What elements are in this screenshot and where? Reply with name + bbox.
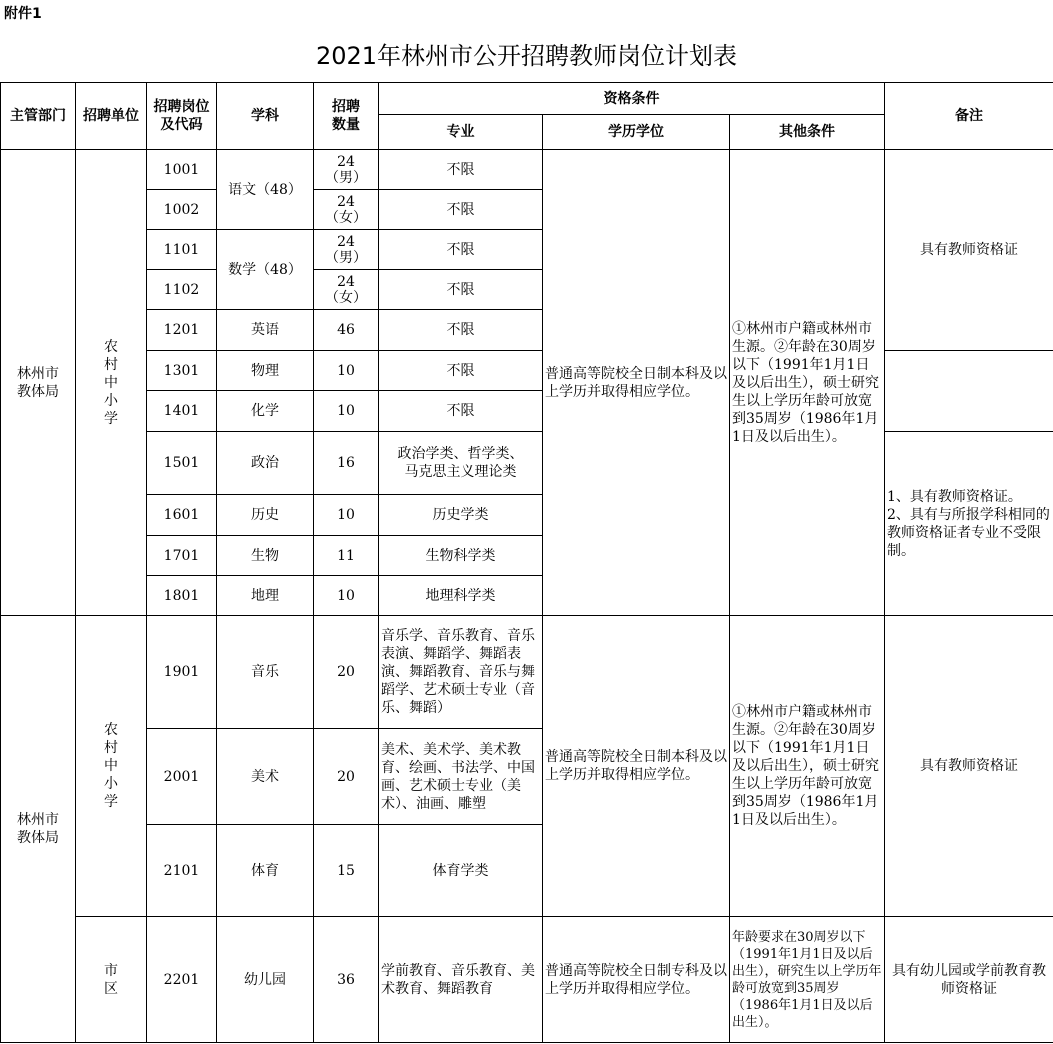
code-cell: 1001: [147, 150, 217, 190]
note-cell: 具有幼儿园或学前教育教师资格证: [885, 917, 1053, 1043]
major-cell: 不限: [379, 310, 543, 351]
code-cell: 1301: [147, 351, 217, 391]
major-cell: 学前教育、音乐教育、美术教育、舞蹈教育: [379, 917, 543, 1043]
other-conditions-cell: ①林州市户籍或林州市生源。②年龄在30周岁以下（1991年1月1日及以后出生），硕士研究生以上学历年龄可放宽到35周岁（1986年1月1日及以后出生）。: [730, 616, 885, 917]
page-title: 2021年林州市公开招聘教师岗位计划表: [315, 42, 738, 70]
note-cell: 具有教师资格证: [885, 616, 1053, 917]
table-row: [1, 432, 1053, 495]
header-row-1: [1, 83, 1053, 115]
table-row: [1, 917, 1053, 1043]
code-cell: 1801: [147, 576, 217, 616]
count-cell: 15: [314, 825, 379, 917]
count-cell: 10: [314, 391, 379, 432]
code-cell: 2101: [147, 825, 217, 917]
count-cell: 20: [314, 616, 379, 729]
other-conditions-cell: ①林州市户籍或林州市生源。②年龄在30周岁以下（1991年1月1日及以后出生），硕士研究生以上学历年龄可放宽到35周岁（1986年1月1日及以后出生）。: [730, 150, 885, 616]
note-cell-empty: [885, 351, 1053, 432]
subject-cell: 音乐: [217, 616, 314, 729]
unit-cell: 农 村 中 小 学: [76, 616, 147, 917]
code-cell: 1701: [147, 536, 217, 576]
other-conditions-cell: 年龄要求在30周岁以下（1991年1月1日及以后出生），研究生以上学历年龄可放宽到35周岁（1986年1月1日及以后出生）。: [730, 917, 885, 1043]
code-cell: 2001: [147, 729, 217, 825]
subject-cell: 美术: [217, 729, 314, 825]
subject-cell: 体育: [217, 825, 314, 917]
count-cell: 24 （男）: [314, 150, 379, 190]
count-cell: 46: [314, 310, 379, 351]
code-cell: 1501: [147, 432, 217, 495]
code-cell: 1002: [147, 190, 217, 230]
subject-cell: 幼儿园: [217, 917, 314, 1043]
subject-cell: 语文（48）: [217, 150, 314, 230]
dept-cell: 林州市 教体局: [1, 616, 76, 1043]
attachment-label: 附件1: [4, 6, 42, 22]
education-cell: 普通高等院校全日制本科及以上学历并取得相应学位。: [543, 616, 730, 917]
count-cell: 24 （男）: [314, 230, 379, 270]
major-cell: 不限: [379, 150, 543, 190]
count-cell: 10: [314, 495, 379, 536]
table-row: [1, 150, 1053, 190]
major-cell: 不限: [379, 230, 543, 270]
count-cell: 36: [314, 917, 379, 1043]
table-row: [1, 616, 1053, 729]
header-major: 专业: [379, 115, 543, 150]
header-qualifications: 资格条件: [379, 83, 885, 115]
major-cell: 地理科学类: [379, 576, 543, 616]
code-cell: 1201: [147, 310, 217, 351]
header-note: 备注: [885, 83, 1053, 150]
note-cell: 具有教师资格证: [885, 150, 1053, 351]
subject-cell: 数学（48）: [217, 230, 314, 310]
dept-cell: 林州市 教体局: [1, 150, 76, 616]
count-cell: 11: [314, 536, 379, 576]
subject-cell: 英语: [217, 310, 314, 351]
count-cell: 24 （女）: [314, 270, 379, 310]
count-cell: 16: [314, 432, 379, 495]
code-cell: 2201: [147, 917, 217, 1043]
header-code: 招聘岗位 及代码: [147, 83, 217, 150]
subject-cell: 政治: [217, 432, 314, 495]
code-cell: 1601: [147, 495, 217, 536]
subject-cell: 地理: [217, 576, 314, 616]
header-dept: 主管部门: [1, 83, 76, 150]
header-count: 招聘 数量: [314, 83, 379, 150]
count-cell: 10: [314, 351, 379, 391]
header-subject: 学科: [217, 83, 314, 150]
major-cell: 美术、美术学、美术教育、绘画、书法学、中国画、艺术硕士专业（美术）、油画、雕塑: [379, 729, 543, 825]
count-cell: 10: [314, 576, 379, 616]
subject-cell: 物理: [217, 351, 314, 391]
major-cell: 生物科学类: [379, 536, 543, 576]
unit-cell: 农 村 中 小 学: [76, 150, 147, 616]
code-cell: 1901: [147, 616, 217, 729]
subject-cell: 历史: [217, 495, 314, 536]
major-cell: 不限: [379, 190, 543, 230]
unit-cell: 市 区: [76, 917, 147, 1043]
header-unit: 招聘单位: [76, 83, 147, 150]
count-cell: 20: [314, 729, 379, 825]
subject-cell: 生物: [217, 536, 314, 576]
major-cell: 历史学类: [379, 495, 543, 536]
major-cell: 不限: [379, 391, 543, 432]
header-other: 其他条件: [730, 115, 885, 150]
major-cell: 政治学类、哲学类、 马克思主义理论类: [379, 432, 543, 495]
recruitment-plan-table: [0, 82, 1053, 1043]
education-cell: 普通高等院校全日制本科及以上学历并取得相应学位。: [543, 150, 730, 616]
header-education: 学历学位: [543, 115, 730, 150]
count-cell: 24 （女）: [314, 190, 379, 230]
code-cell: 1101: [147, 230, 217, 270]
subject-cell: 化学: [217, 391, 314, 432]
code-cell: 1102: [147, 270, 217, 310]
education-cell: 普通高等院校全日制专科及以上学历并取得相应学位。: [543, 917, 730, 1043]
code-cell: 1401: [147, 391, 217, 432]
major-cell: 不限: [379, 270, 543, 310]
note-cell: 1、具有教师资格证。 2、具有与所报学科相同的教师资格证者专业不受限制。: [885, 432, 1053, 616]
major-cell: 体育学类: [379, 825, 543, 917]
table-row: [1, 351, 1053, 391]
major-cell: 不限: [379, 351, 543, 391]
major-cell: 音乐学、音乐教育、音乐表演、舞蹈学、舞蹈表演、舞蹈教育、音乐与舞蹈学、艺术硕士专业（音乐、舞蹈）: [379, 616, 543, 729]
